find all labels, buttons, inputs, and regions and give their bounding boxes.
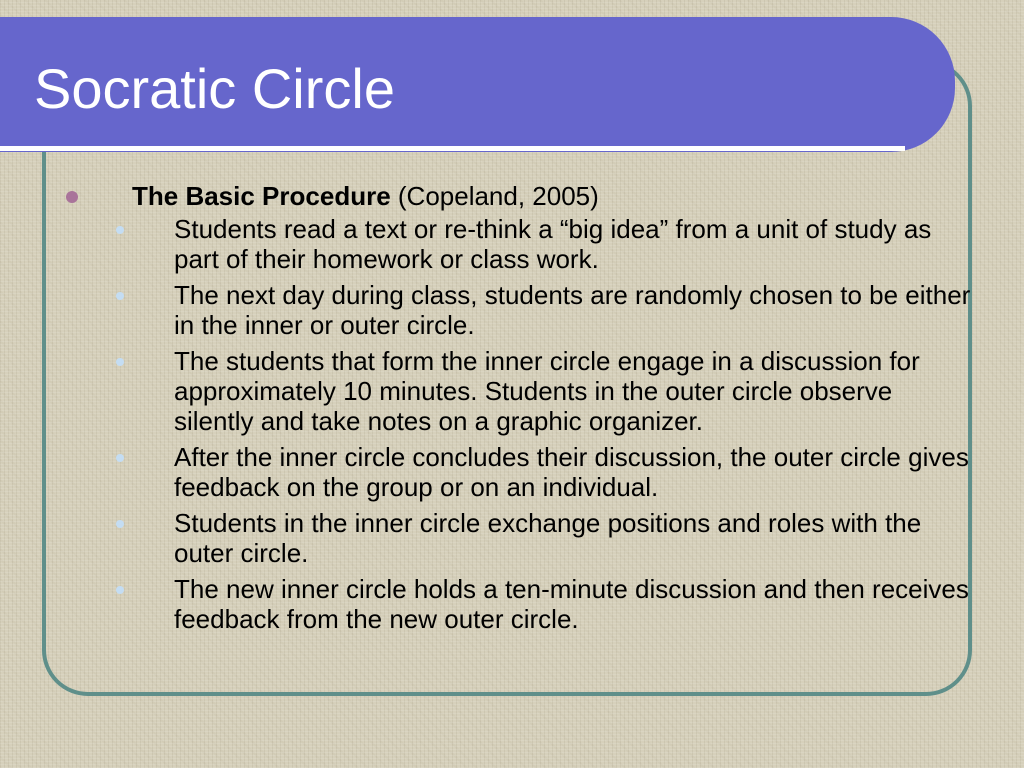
- main-bullet: [62, 180, 972, 214]
- title-bar: [0, 17, 955, 152]
- step-text: After the inner circle concludes their discussion, the outer circle gives feedback on the group or on an individual.: [174, 442, 969, 502]
- slide-title: Socratic Circle: [34, 57, 395, 120]
- sub-bullet-icon: [116, 292, 124, 300]
- step-text: The new inner circle holds a ten-minute discussion and then receives feedback from the new outer circle.: [174, 574, 969, 634]
- sub-bullet-icon: [116, 226, 124, 234]
- procedure-step: [62, 214, 974, 274]
- slide-body: [62, 180, 972, 640]
- step-text: Students read a text or re-think a “big idea” from a unit of study as part of their homework or class work.: [174, 214, 932, 274]
- procedure-heading: The Basic Procedure: [132, 181, 391, 211]
- procedure-steps: [62, 214, 972, 634]
- procedure-step: [62, 442, 974, 502]
- procedure-step: [62, 574, 974, 634]
- step-text: The next day during class, students are randomly chosen to be either in the inner or outer circle.: [174, 280, 971, 340]
- sub-bullet-icon: [116, 358, 124, 366]
- bullet-dot-icon: [66, 191, 78, 203]
- title-underline: [0, 146, 905, 151]
- procedure-step: [62, 280, 974, 340]
- sub-bullet-icon: [116, 586, 124, 594]
- step-text: Students in the inner circle exchange positions and roles with the outer circle.: [174, 508, 922, 568]
- procedure-step: [62, 346, 974, 436]
- procedure-step: [62, 508, 974, 568]
- step-text: The students that form the inner circle engage in a discussion for approximately 10 minutes. Students in the outer circle observe silently and take notes on a graphic organizer.: [174, 346, 920, 436]
- procedure-citation: (Copeland, 2005): [390, 181, 599, 211]
- sub-bullet-icon: [116, 520, 124, 528]
- sub-bullet-icon: [116, 454, 124, 462]
